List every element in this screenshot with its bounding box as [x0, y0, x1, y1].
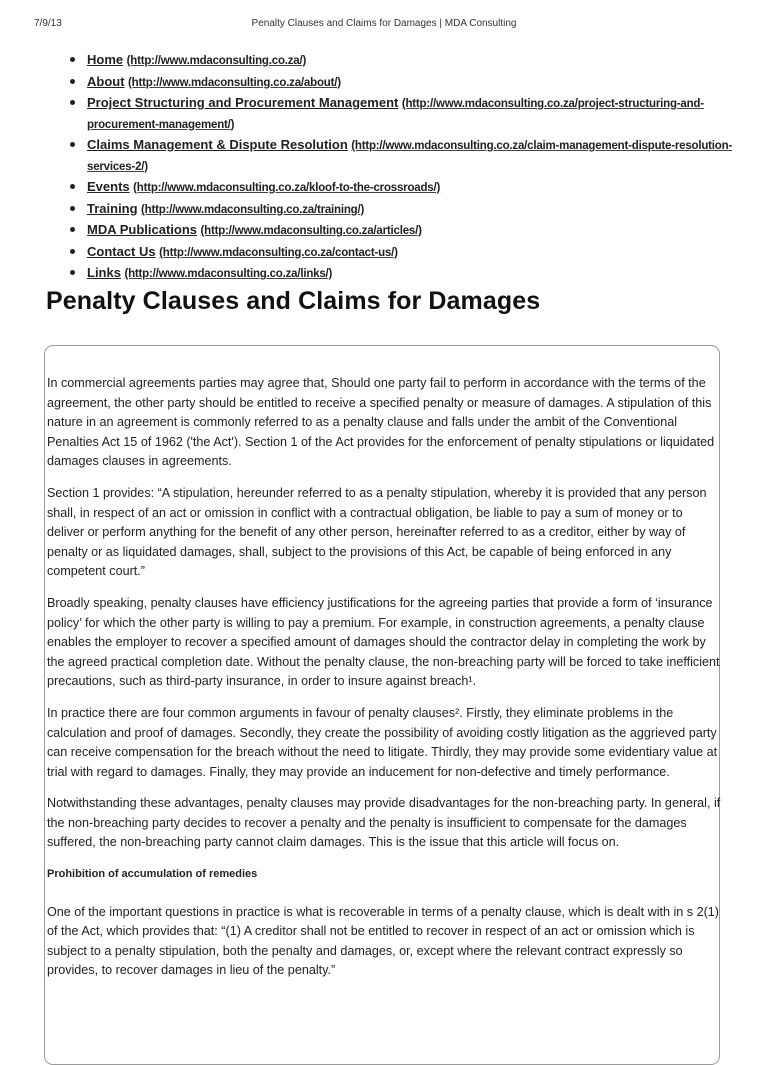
nav-item-publications [68, 220, 738, 242]
nav-link-about[interactable]: About [87, 73, 125, 89]
article-paragraph: One of the important questions in practice is what is recoverable in terms of a penalty clause, which is dealt with in s 2(1) of the Act, which provides that: “(1) A creditor shall not be entitled to recover in respect of an act or omission which is subject to a penalty stipulation, both the penalty and damages, or, except where the relevant contract expressly so provides, to recover damages in lieu of the penalty.” [47, 904, 719, 978]
section-subheading: Prohibition of accumulation of remedies [47, 868, 258, 881]
nav-url-about[interactable]: (http://www.mdaconsulting.co.za/about/) [128, 76, 341, 89]
nav-link-claims-management[interactable]: Claims Management & Dispute Resolution [87, 137, 348, 152]
nav-item-events [68, 177, 738, 199]
nav-item-contact-us [68, 242, 738, 264]
nav-link-training[interactable]: Training [87, 200, 138, 216]
nav-link-project-structuring[interactable]: Project Structuring and Procurement Management [87, 95, 399, 110]
nav-link-contact-us[interactable]: Contact Us [87, 243, 156, 259]
nav-link-home[interactable]: Home [87, 52, 124, 67]
nav-item-training [68, 199, 738, 221]
print-header [0, 18, 768, 34]
article-paragraph: In commercial agreements parties may agree that, Should one party fail to perform in accordance with the terms of the agreement, the other party should be entitled to receive a specified penalty or measure of damages. A stipulation of this nature in an agreement is commonly referred to as a penalty clause and falls under the ambit of the Conventional Penalties Act 15 of 1962 ('the Act'). Section 1 of the Act provides for the enforcement of penalty stipulations or liquidated damages clauses in agreements. [47, 376, 715, 469]
nav-item-about [68, 72, 738, 94]
nav-url-home[interactable]: (http://www.mdaconsulting.co.za/) [126, 55, 307, 67]
nav-item-home [68, 50, 738, 72]
article-paragraph: Notwithstanding these advantages, penalty clauses may provide disadvantages for the non-breaching party. In general, if the non-breaching party decides to recover a penalty and the penalty is insufficient to compensate for the damages suffered, the non-breaching party cannot claim damages. This is the issue that this article will focus on. [47, 796, 721, 850]
nav-url-claims-management[interactable]: (http://www.mdaconsulting.co.za/claim-management-dispute-resolution-services-2/) [87, 140, 733, 173]
nav-link-publications[interactable]: MDA Publications [87, 222, 198, 237]
article-title: Penalty Clauses and Claims for Damages [46, 287, 541, 315]
nav-item-claims-management [68, 135, 738, 177]
nav-url-training[interactable]: (http://www.mdaconsulting.co.za/training/) [141, 203, 365, 216]
article-paragraph: Section 1 provides: “A stipulation, hereunder referred to as a penalty stipulation, whereby it is provided that any person shall, in respect of an act or omission in conflict with a contractual obligation, be liable to pay a sum of money or to deliver or perform anything for the benefit of any other person, hereinafter referred to as a creditor, either by way of penalty or as liquidated damages, shall, subject to the provisions of this Act, be capable of being enforced in any competent court.” [47, 485, 707, 579]
nav-url-contact-us[interactable]: (http://www.mdaconsulting.co.za/contact-us/) [159, 246, 398, 259]
nav-url-events[interactable]: (http://www.mdaconsulting.co.za/kloof-to-the-crossroads/) [133, 182, 441, 194]
site-navigation [68, 50, 738, 285]
article-paragraph: In practice there are four common arguments in favour of penalty clauses². Firstly, they eliminate problems in the calculation and proof of damages. Secondly, they create the possibility of avoiding costly litigation as the aggrieved party can receive compensation for the breach without the need to litigate. Thirdly, they may provide some evidentiary value at trial with regard to damages. Finally, they may provide an inducement for non-defective and timely performance. [47, 705, 718, 779]
print-page-title: Penalty Clauses and Claims for Damages | MDA Consulting [251, 18, 517, 29]
nav-url-links[interactable]: (http://www.mdaconsulting.co.za/links/) [124, 268, 333, 280]
print-date: 7/9/13 [34, 18, 62, 29]
nav-link-links[interactable]: Links [87, 265, 121, 280]
nav-url-project-structuring[interactable]: (http://www.mdaconsulting.co.za/project-structuring-and-procurement-management/) [87, 98, 704, 131]
article-body [47, 374, 723, 993]
nav-url-publications[interactable]: (http://www.mdaconsulting.co.za/articles/) [200, 225, 422, 237]
nav-item-project-structuring [68, 93, 738, 135]
nav-link-events[interactable]: Events [87, 179, 130, 194]
nav-item-links [68, 263, 738, 285]
article-paragraph: Broadly speaking, penalty clauses have efficiency justifications for the agreeing parties that provide a form of ‘insurance policy’ for which the other party is willing to pay a premium. For example, in construction agreements, a penalty clause enables the employer to recover a specified amount of damages should the contractor delay in completing the work by the agreed practical completion date. Without the penalty clause, the non-breaching party will be forced to take inefficient precautions, such as third-party insurance, in order to insure against breach¹. [47, 595, 720, 689]
